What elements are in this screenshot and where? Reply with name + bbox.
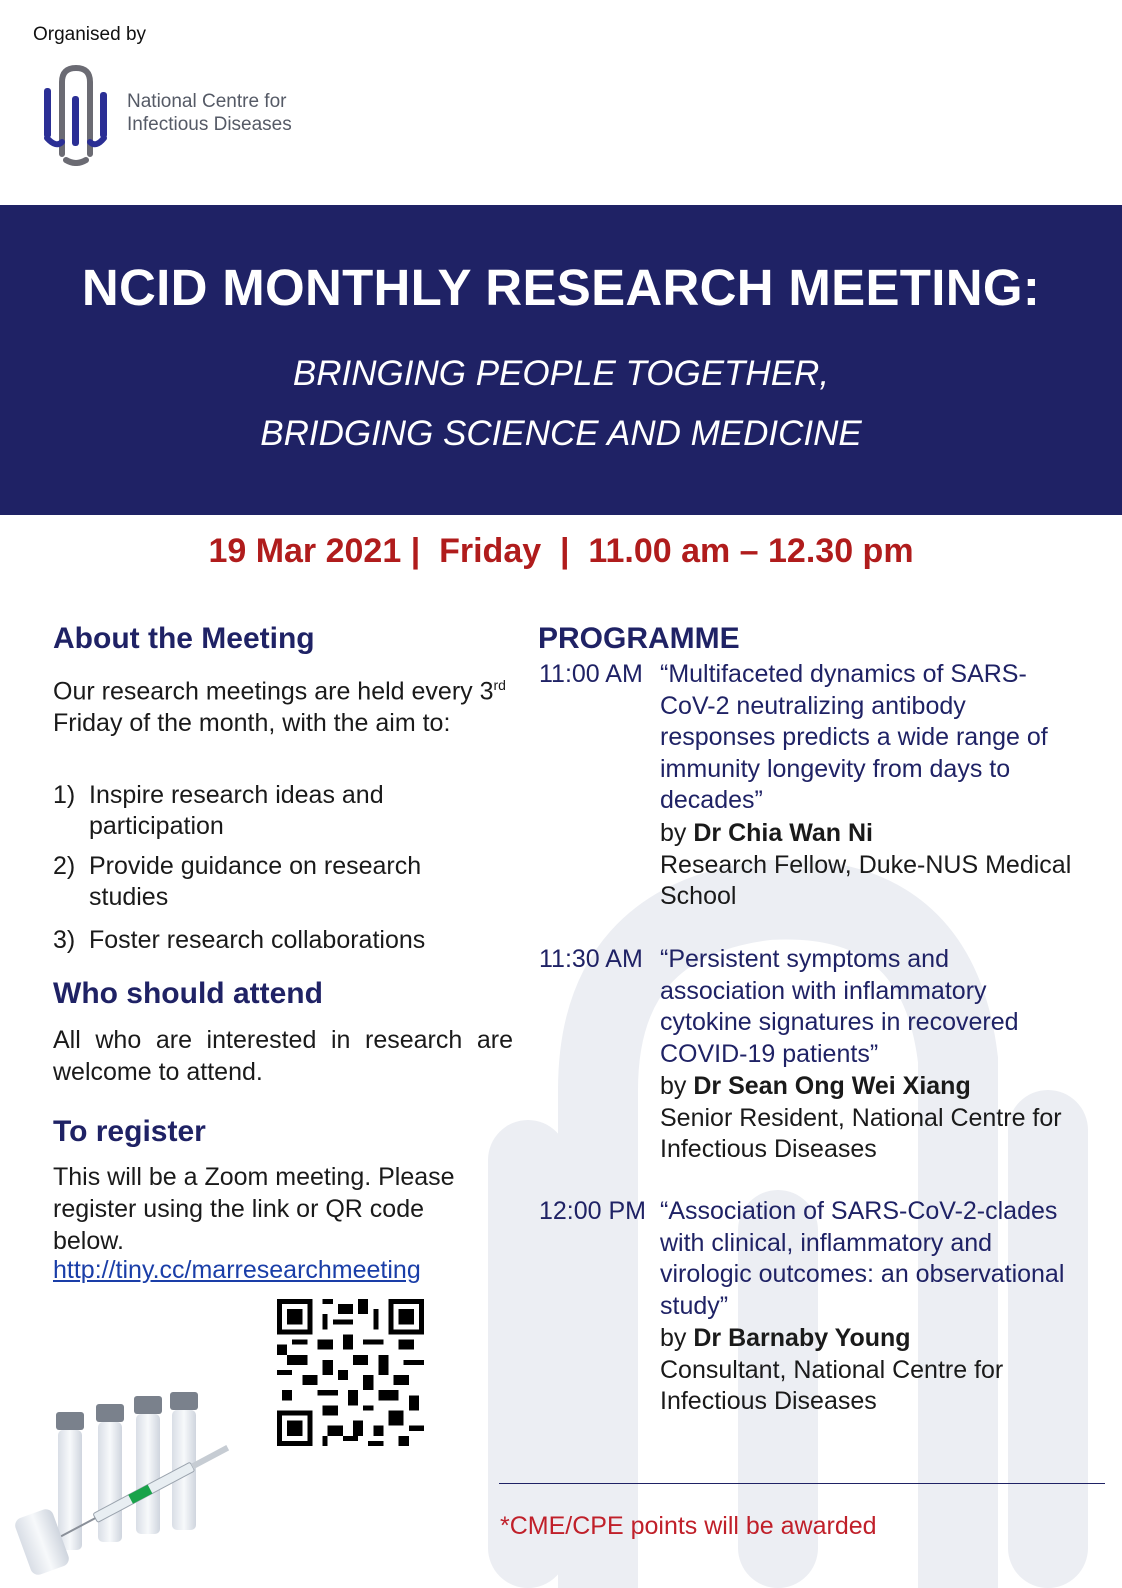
list-item-number: 2) [53, 852, 76, 880]
ncid-logo [40, 62, 112, 166]
talk-time: 12:00 PM [539, 1197, 647, 1225]
register-heading: To register [53, 1115, 206, 1148]
talk-speaker-block [660, 818, 1080, 913]
speaker-by: by [660, 1072, 694, 1100]
speaker-by: by [660, 1324, 694, 1352]
org-name-line1: National Centre for [127, 91, 287, 112]
talk-title: “Persistent symptoms and association with inflammatory cytokine signatures in recovered COVID-19 patients” [660, 945, 1019, 1068]
footer-divider [499, 1483, 1105, 1484]
who-heading: Who should attend [53, 977, 323, 1010]
about-heading: About the Meeting [53, 622, 315, 655]
talk-title: “Association of SARS-CoV-2-clades with clinical, inflammatory and virologic outcomes: an observational study” [660, 1197, 1065, 1320]
speaker-by: by [660, 819, 694, 847]
cme-note: *CME/CPE points will be awarded [500, 1512, 877, 1540]
programme-heading: PROGRAMME [538, 622, 740, 655]
qr-code[interactable] [277, 1299, 424, 1446]
date-time-line: 19 Mar 2021 | Friday | 11.00 am – 12.30 pm [208, 532, 914, 570]
vaccine-vials-illustration [12, 1382, 252, 1582]
subtitle-line2: BRIDGING SCIENCE AND MEDICINE [260, 414, 862, 453]
subtitle-line1: BRINGING PEOPLE TOGETHER, [292, 354, 830, 393]
speaker-role: Consultant, National Centre for Infectious Diseases [660, 1355, 1004, 1415]
about-intro-pre: Our research meetings are held every 3 [53, 677, 494, 706]
about-intro [53, 669, 513, 739]
list-item-text: Foster research collaborations [89, 926, 426, 954]
meeting-title: NCID MONTHLY RESEARCH MEETING: [81, 259, 1041, 316]
organisation-name [127, 90, 292, 136]
org-name-line2: Infectious Diseases [127, 114, 292, 135]
speaker-name: Dr Sean Ong Wei Xiang [693, 1072, 971, 1100]
talk-speaker-block [660, 1323, 1080, 1418]
register-link[interactable]: http://tiny.cc/marresearchmeeting [53, 1256, 421, 1284]
register-text: This will be a Zoom meeting. Please register using the link or QR code below. [53, 1163, 455, 1255]
speaker-role: Senior Resident, National Centre for Infectious Diseases [660, 1103, 1062, 1163]
speaker-role: Research Fellow, Duke-NUS Medical School [660, 850, 1072, 910]
organised-by-label: Organised by [33, 24, 147, 45]
who-text: All who are interested in research are welcome to attend. [53, 1026, 513, 1086]
list-item-number: 3) [53, 926, 76, 954]
about-intro-sup: rd [493, 677, 506, 693]
list-item-text: Inspire research ideas and participation [89, 781, 384, 840]
speaker-name: Dr Chia Wan Ni [693, 819, 873, 847]
talk-speaker-block [660, 1071, 1080, 1166]
talk-time: 11:00 AM [539, 660, 643, 688]
talk-title: “Multifaceted dynamics of SARS-CoV-2 neutralizing antibody responses predicts a wide range of immunity longevity from days to decades” [660, 660, 1048, 814]
list-item-text: Provide guidance on research studies [89, 852, 422, 911]
list-item-number: 1) [53, 781, 76, 809]
speaker-name: Dr Barnaby Young [693, 1324, 911, 1352]
talk-time: 11:30 AM [539, 945, 643, 973]
about-intro-post: Friday of the month, with the aim to: [53, 709, 451, 738]
